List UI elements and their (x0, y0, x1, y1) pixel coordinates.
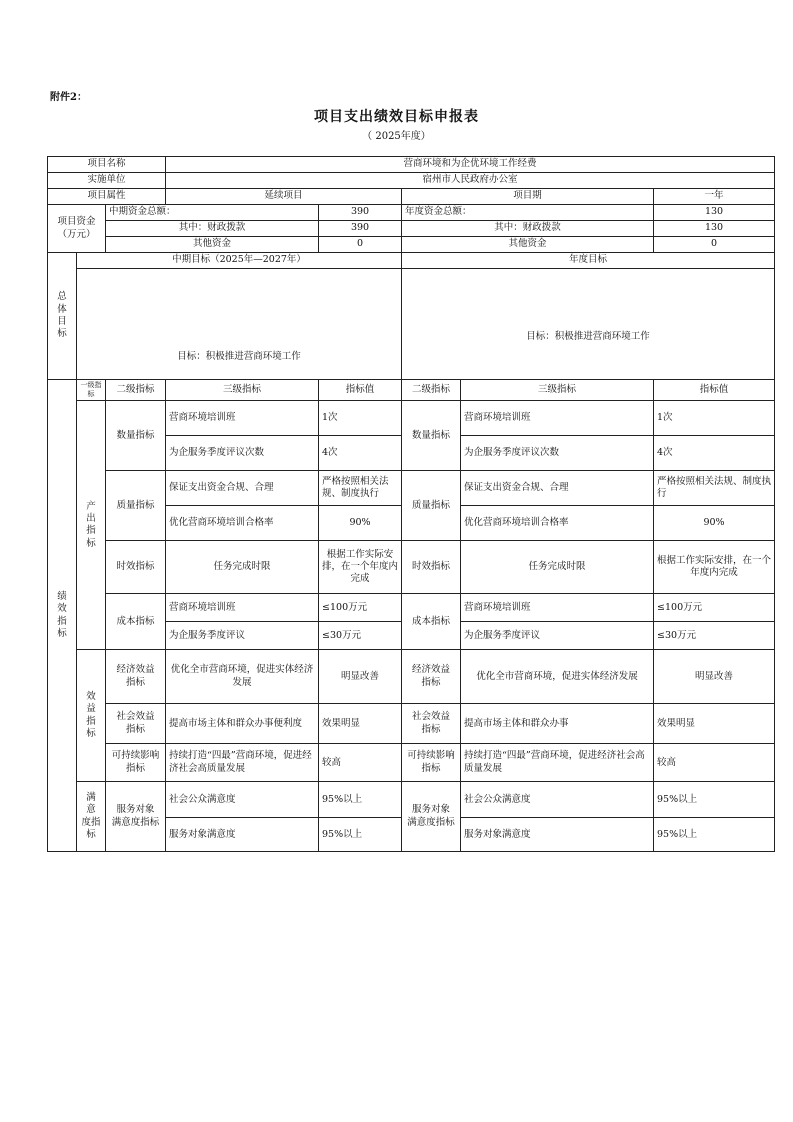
header-value-mid: 指标值 (319, 380, 402, 401)
ql2-name-mid: 优化营商环境培训合格率 (166, 506, 319, 541)
c2-value-year: ≤30万元 (654, 622, 775, 650)
mid-fiscal-label: 其中：财政拨款 (106, 221, 319, 237)
ql1-name-mid: 保证支出资金合规、合理 (166, 471, 319, 506)
service-label-year: 服务对象 满意度指标 (402, 782, 461, 852)
sv2-value-year: 95%以上 (654, 818, 775, 852)
ql1-name-year: 保证支出资金合规、合理 (461, 471, 654, 506)
mid-total: 390 (319, 205, 402, 221)
q2-name-mid: 为企服务季度评议次数 (166, 436, 319, 471)
form-title: 项目支出绩效目标申报表 (314, 109, 479, 125)
overall-goal-label: 总 体 目 标 (48, 253, 77, 380)
su1-value-mid: 较高 (319, 744, 402, 782)
c1-name-year: 营商环境培训班 (461, 594, 654, 622)
service-label-mid: 服务对象 满意度指标 (106, 782, 166, 852)
ql1-value-year: 严格按照相关法规、制度执行 (654, 471, 775, 506)
q1-name-mid: 营商环境培训班 (166, 401, 319, 436)
header-level1: 一级指标 (77, 380, 106, 401)
benefit-indicator-label: 效 益 指 标 (77, 650, 106, 782)
e1-name-mid: 优化全市营商环境，促进实体经济发展 (166, 650, 319, 704)
mid-goal-cell (77, 269, 402, 380)
project-name: 营商环境和为企优环境工作经费 (166, 157, 775, 173)
s1-name-mid: 提高市场主体和群众办事便利度 (166, 704, 319, 744)
mid-total-label: 中期资金总额： (106, 205, 319, 221)
satisfaction-indicator-label: 满 意 度指 标 (77, 782, 106, 852)
implementing-unit: 宿州市人民政府办公室 (166, 173, 775, 189)
q1-name-year: 营商环境培训班 (461, 401, 654, 436)
mid-goal-text: 目标：积极推进营商环境工作 (177, 350, 301, 362)
ql2-name-year: 优化营商环境培训合格率 (461, 506, 654, 541)
project-name-label: 项目名称 (48, 157, 166, 173)
funds-label: 项目资金 （万元） (48, 205, 106, 253)
e1-value-mid: 明显改善 (319, 650, 402, 704)
attr-label: 项目属性 (48, 189, 166, 205)
c2-value-mid: ≤30万元 (319, 622, 402, 650)
quality-label-year: 质量指标 (402, 471, 461, 541)
c1-name-mid: 营商环境培训班 (166, 594, 319, 622)
year-goal-header: 年度目标 (402, 253, 775, 269)
q2-value-mid: 4次 (319, 436, 402, 471)
year-fiscal: 130 (654, 221, 775, 237)
social-label-mid: 社会效益 指标 (106, 704, 166, 744)
social-label-year: 社会效益 指标 (402, 704, 461, 744)
su1-name-mid: 持续打造“四最”营商环境，促进经济社会高质量发展 (166, 744, 319, 782)
ql2-value-mid: 90% (319, 506, 402, 541)
year-fiscal-label: 其中：财政拨款 (402, 221, 654, 237)
t1-value-year: 根据工作实际安排，在一个年度内完成 (654, 541, 775, 594)
c1-value-year: ≤100万元 (654, 594, 775, 622)
sustain-label-mid: 可持续影响 指标 (106, 744, 166, 782)
quality-label-mid: 质量指标 (106, 471, 166, 541)
t1-name-year: 任务完成时限 (461, 541, 654, 594)
year-total-label: 年度资金总额： (402, 205, 654, 221)
header-value-year: 指标值 (654, 380, 775, 401)
q1-value-mid: 1次 (319, 401, 402, 436)
mid-goal-header: 中期目标（2025年—2027年） (77, 253, 402, 269)
s1-value-mid: 效果明显 (319, 704, 402, 744)
quantity-label-mid: 数量指标 (106, 401, 166, 471)
e1-value-year: 明显改善 (654, 650, 775, 704)
cost-label-year: 成本指标 (402, 594, 461, 650)
mid-other-label: 其他资金 (106, 237, 319, 253)
header-level2-mid: 二级指标 (106, 380, 166, 401)
project-attribute: 延续项目 (166, 189, 402, 205)
attachment-label: 附件2： (50, 92, 87, 103)
output-indicator-label: 产 出 指 标 (77, 401, 106, 650)
sv1-name-year: 社会公众满意度 (461, 782, 654, 818)
su1-value-year: 较高 (654, 744, 775, 782)
t1-value-mid: 根据工作实际安排，在一个年度内完成 (319, 541, 402, 594)
quantity-label-year: 数量指标 (402, 401, 461, 471)
sv2-value-mid: 95%以上 (319, 818, 402, 852)
sv1-value-year: 95%以上 (654, 782, 775, 818)
sv1-name-mid: 社会公众满意度 (166, 782, 319, 818)
header-level2-year: 二级指标 (402, 380, 461, 401)
su1-name-year: 持续打造“四最”营商环境，促进经济社会高质量发展 (461, 744, 654, 782)
year-goal-text: 目标：积极推进营商环境工作 (526, 330, 650, 342)
mid-fiscal: 390 (319, 221, 402, 237)
ql1-value-mid: 严格按照相关法规、制度执行 (319, 471, 402, 506)
year-other: 0 (654, 237, 775, 253)
c1-value-mid: ≤100万元 (319, 594, 402, 622)
t1-name-mid: 任务完成时限 (166, 541, 319, 594)
mid-other: 0 (319, 237, 402, 253)
s1-value-year: 效果明显 (654, 704, 775, 744)
q2-name-year: 为企服务季度评议次数 (461, 436, 654, 471)
time-label-mid: 时效指标 (106, 541, 166, 594)
sv2-name-mid: 服务对象满意度 (166, 818, 319, 852)
period-label: 项目期 (402, 189, 654, 205)
sv1-value-mid: 95%以上 (319, 782, 402, 818)
ql2-value-year: 90% (654, 506, 775, 541)
q2-value-year: 4次 (654, 436, 775, 471)
performance-target-table (47, 156, 775, 852)
project-period: 一年 (654, 189, 775, 205)
sv2-name-year: 服务对象满意度 (461, 818, 654, 852)
perf-indicator-label: 绩 效 指 标 (48, 380, 77, 852)
header-level3-year: 三级指标 (461, 380, 654, 401)
sustain-label-year: 可持续影响 指标 (402, 744, 461, 782)
economic-label-mid: 经济效益 指标 (106, 650, 166, 704)
unit-label: 实施单位 (48, 173, 166, 189)
q1-value-year: 1次 (654, 401, 775, 436)
c2-name-year: 为企服务季度评议 (461, 622, 654, 650)
c2-name-mid: 为企服务季度评议 (166, 622, 319, 650)
form-year: （ 2025年度） (362, 131, 431, 142)
cost-label-mid: 成本指标 (106, 594, 166, 650)
e1-name-year: 优化全市营商环境，促进实体经济发展 (461, 650, 654, 704)
year-total: 130 (654, 205, 775, 221)
year-goal-cell (402, 269, 775, 380)
s1-name-year: 提高市场主体和群众办事 (461, 704, 654, 744)
year-other-label: 其他资金 (402, 237, 654, 253)
header-level3-mid: 三级指标 (166, 380, 319, 401)
time-label-year: 时效指标 (402, 541, 461, 594)
economic-label-year: 经济效益 指标 (402, 650, 461, 704)
